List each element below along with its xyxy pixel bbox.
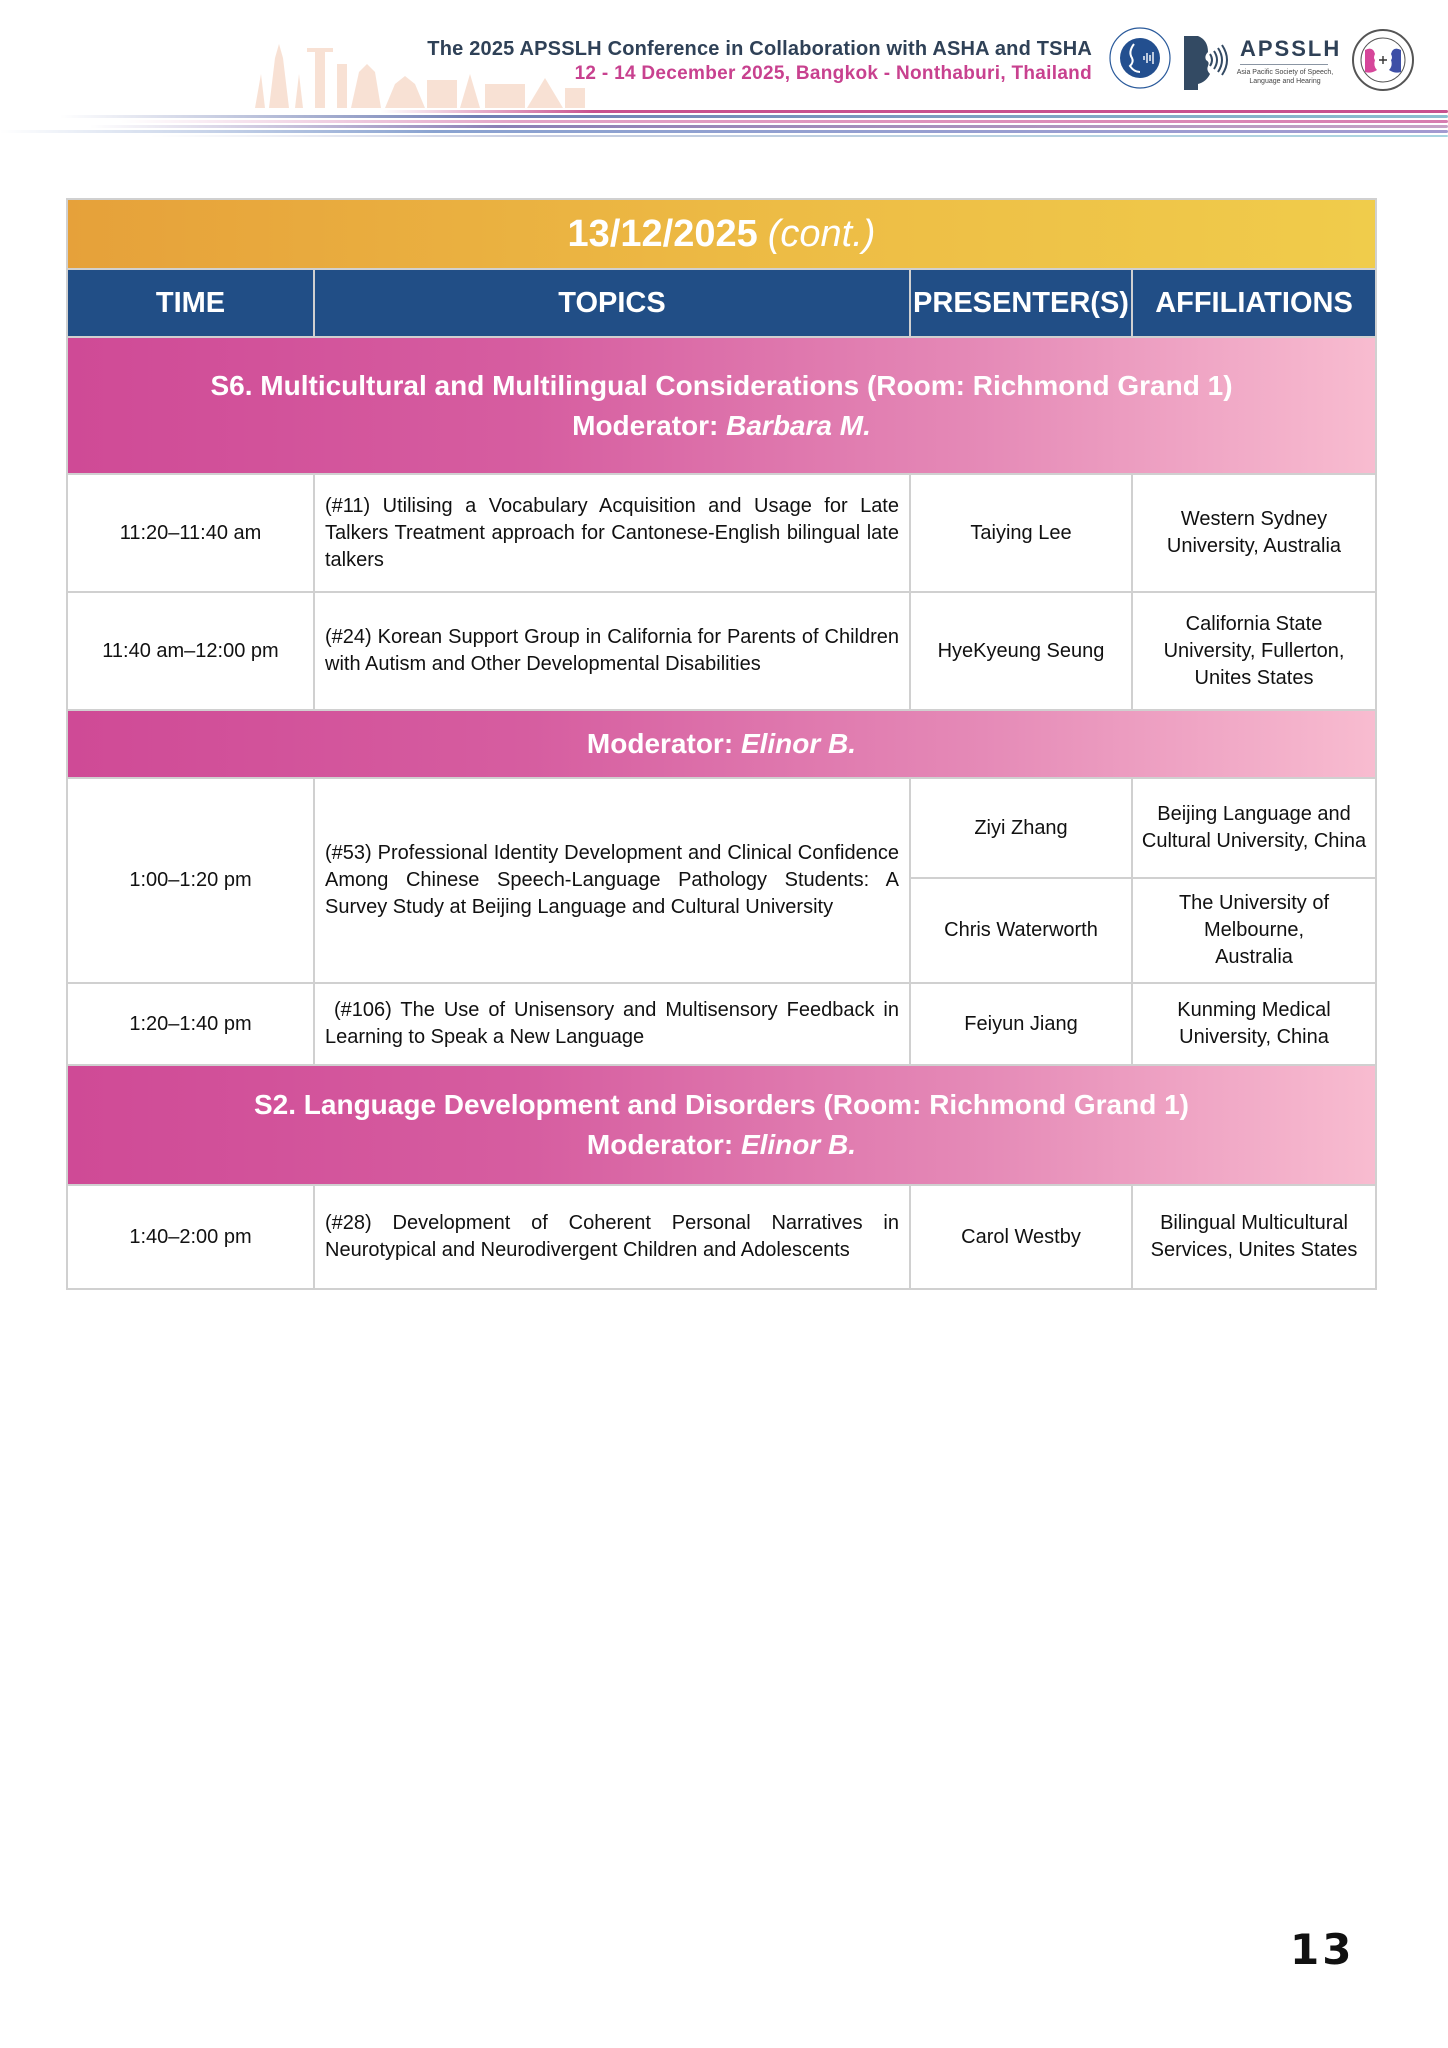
row-time: 1:00–1:20 pm: [68, 779, 315, 982]
row-time: 1:20–1:40 pm: [68, 984, 315, 1064]
table-row: [68, 593, 1375, 711]
table-row: [68, 1186, 1375, 1288]
apsslh-tagline: Asia Pacific Society of Speech, Language and Hearing: [1236, 69, 1334, 85]
row-presenter: Carol Westby: [911, 1186, 1133, 1288]
conference-title: The 2025 APSSLH Conference in Collaboration with ASHA and TSHA: [427, 38, 1092, 60]
page-header: [0, 0, 1448, 140]
moderator-name: Elinor B.: [740, 728, 857, 759]
row-topic: (#53) Professional Identity Development and Clinical Confidence Among Chinese Speech-Language Pathology Students: A Survey Study at Beijing Language and Cultural University: [315, 779, 911, 982]
column-header-presenters: PRESENTER(S): [911, 270, 1133, 336]
presenter-split-group: [911, 779, 1375, 982]
row-affiliation: California State University, Fullerton, Unites States: [1163, 612, 1345, 689]
moderator-name: Elinor B.: [740, 1129, 857, 1160]
moderator-name: Barbara M.: [726, 409, 871, 441]
row-affiliation: Beijing Language and Cultural University, China: [1133, 779, 1375, 879]
session-moderator: [572, 406, 871, 446]
thai-association-seal-logo: [1351, 28, 1415, 92]
session-moderator: [587, 724, 856, 764]
row-affiliation: Bilingual Multicultural Services, Unites States: [1150, 1212, 1358, 1261]
moderator-banner: [68, 711, 1375, 779]
moderator-label: Moderator:: [586, 728, 734, 759]
row-topic: (#106) The Use of Unisensory and Multisensory Feedback in Learning to Speak a New Language: [315, 984, 911, 1064]
conference-dates-location: 12 - 14 December 2025, Bangkok - Nonthaburi, Thailand: [574, 63, 1092, 84]
table-row: [68, 779, 1375, 984]
row-affiliation: Western Sydney University, Australia: [1166, 508, 1342, 557]
header-decorative-stripes: [0, 106, 1448, 136]
row-affiliation: The University of Melbourne, Australia: [1178, 892, 1330, 969]
column-header-topics: TOPICS: [315, 270, 911, 336]
asha-certified-logo: [1108, 26, 1172, 90]
date-band: [68, 200, 1375, 270]
session-banner-s6: [68, 338, 1375, 475]
schedule-date: 13/12/2025: [567, 212, 758, 255]
row-topic: (#28) Development of Coherent Personal Narratives in Neurotypical and Neurodivergent Children and Adolescents: [315, 1186, 911, 1288]
page-number: 13: [1290, 1925, 1355, 1974]
row-time: 11:40 am–12:00 pm: [68, 593, 315, 709]
session-title: S2. Language Development and Disorders (Room: Richmond Grand 1): [253, 1089, 1190, 1120]
moderator-label: Moderator:: [572, 409, 719, 441]
continued-label: (cont.): [767, 212, 876, 255]
row-presenter: Chris Waterworth: [944, 919, 1098, 942]
moderator-label: Moderator:: [586, 1129, 734, 1160]
table-row: [68, 475, 1375, 593]
affiliations-column: [1133, 779, 1375, 982]
session-banner-s2: [68, 1066, 1375, 1186]
column-header-row: [68, 270, 1375, 338]
column-header-affiliations: AFFILIATIONS: [1155, 286, 1353, 319]
row-time: 1:40–2:00 pm: [68, 1186, 315, 1288]
row-presenter: HyeKyeung Seung: [911, 593, 1133, 709]
apsslh-logo: [1182, 28, 1342, 92]
row-presenter: Taiying Lee: [911, 475, 1133, 591]
row-time: 11:20–11:40 am: [68, 475, 315, 591]
row-affiliation: Kunming Medical University, China: [1177, 999, 1331, 1048]
row-topic: (#11) Utilising a Vocabulary Acquisition and Usage for Late Talkers Treatment approach for Cantonese-English bilingual late talkers: [315, 475, 911, 591]
apsslh-divider: [1240, 64, 1328, 65]
row-topic: (#24) Korean Support Group in California for Parents of Children with Autism and Other Developmental Disabilities: [315, 593, 911, 709]
schedule-table: [66, 198, 1377, 1290]
apsslh-wordmark: APSSLH: [1240, 36, 1342, 61]
session-title: S6. Multicultural and Multilingual Considerations (Room: Richmond Grand 1): [210, 369, 1233, 401]
presenters-column: [911, 779, 1133, 982]
table-row: [68, 984, 1375, 1066]
column-header-time: TIME: [68, 270, 315, 336]
row-presenter: Feiyun Jiang: [911, 984, 1133, 1064]
apsslh-head-mark: [1182, 36, 1232, 90]
session-moderator: [587, 1125, 856, 1165]
row-presenter: Ziyi Zhang: [911, 779, 1131, 879]
